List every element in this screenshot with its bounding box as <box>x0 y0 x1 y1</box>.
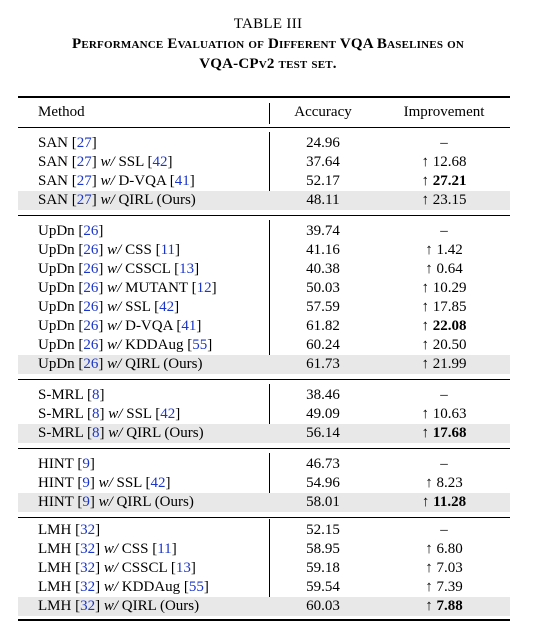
improvement-value: ↑ 23.15 <box>421 192 467 208</box>
method-cell: UpDn [26] w/ MUTANT [12] <box>38 280 217 296</box>
accuracy-value: 39.74 <box>306 223 340 239</box>
citation-link[interactable]: 55 <box>192 337 208 353</box>
method-base-name: UpDn <box>38 299 75 315</box>
method-base-name: S-MRL <box>38 406 84 422</box>
citation-link[interactable]: 27 <box>76 135 92 151</box>
citation-link[interactable]: 42 <box>150 475 166 491</box>
citation-link[interactable]: 9 <box>82 475 90 491</box>
table-header-row <box>0 103 536 122</box>
accuracy-value: 59.18 <box>306 560 340 576</box>
table-row <box>0 455 536 474</box>
with-marker: w/ <box>107 356 122 372</box>
accuracy-value: 50.03 <box>306 280 340 296</box>
with-marker: w/ <box>108 425 123 441</box>
method-extension-name: SSL <box>126 406 152 422</box>
table-row <box>0 172 536 191</box>
method-cell: SAN [27] w/ D-VQA [41] <box>38 173 195 189</box>
table-row <box>0 424 536 443</box>
improvement-value: ↑ 0.64 <box>425 261 463 277</box>
method-extension-name: QIRL (Ours) <box>126 425 204 441</box>
method-extension-name: CSSCL <box>125 261 171 277</box>
table-caption-title: Performance Evaluation of Different VQA Baselines on <box>72 36 464 52</box>
with-marker: w/ <box>103 541 119 557</box>
method-base-name: UpDn <box>38 337 75 353</box>
method-cell: HINT [9] w/ QIRL (Ours) <box>38 494 194 510</box>
accuracy-value: 49.09 <box>306 406 340 422</box>
citation-link[interactable]: 32 <box>80 598 96 614</box>
citation-link[interactable]: 9 <box>82 494 90 510</box>
improvement-value: ↑ 17.85 <box>421 299 467 315</box>
method-cell: UpDn [26] w/ CSSCL [13] <box>38 261 200 277</box>
citation-link[interactable]: 13 <box>179 261 195 277</box>
table-row <box>0 134 536 153</box>
citation-link[interactable]: 32 <box>80 541 96 557</box>
accuracy-value: 59.54 <box>306 579 340 595</box>
improvement-value: ↑ 1.42 <box>425 242 463 258</box>
header-column-divider <box>269 103 270 124</box>
accuracy-value: 48.11 <box>306 192 340 208</box>
method-cell: S-MRL [8] w/ SSL [42] <box>38 406 181 422</box>
method-base-name: UpDn <box>38 261 75 277</box>
improvement-value: ↑ 20.50 <box>421 337 467 353</box>
table-row <box>0 298 536 317</box>
table-caption-label: TABLE III <box>233 16 303 32</box>
improvement-value: – <box>440 223 448 239</box>
citation-link[interactable]: 8 <box>92 406 100 422</box>
accuracy-value: 60.03 <box>306 598 340 614</box>
method-cell: LMH [32] w/ QIRL (Ours) <box>38 598 200 614</box>
citation-link[interactable]: 26 <box>83 261 99 277</box>
method-extension-name: CSS <box>121 541 149 557</box>
method-cell: S-MRL [8] <box>38 387 105 403</box>
method-base-name: SAN <box>38 135 69 151</box>
citation-link[interactable]: 9 <box>82 456 90 472</box>
with-marker: w/ <box>98 475 113 491</box>
with-marker: w/ <box>100 192 115 208</box>
method-base-name: HINT <box>38 456 74 472</box>
with-marker: w/ <box>107 318 122 334</box>
accuracy-value: 54.96 <box>306 475 340 491</box>
table-row <box>0 493 536 512</box>
table-row <box>0 222 536 241</box>
table-row <box>0 386 536 405</box>
table-row <box>0 336 536 355</box>
improvement-value: ↑ 27.21 <box>421 173 467 189</box>
method-extension-name: QIRL (Ours) <box>116 494 194 510</box>
method-cell: UpDn [26] w/ QIRL (Ours) <box>38 356 203 372</box>
accuracy-value: 60.24 <box>306 337 340 353</box>
table-row <box>0 191 536 210</box>
method-base-name: UpDn <box>38 356 75 372</box>
citation-link[interactable]: 55 <box>188 579 204 595</box>
with-marker: w/ <box>100 173 115 189</box>
method-base-name: SAN <box>38 173 69 189</box>
header-rule <box>18 127 510 128</box>
method-extension-name: QIRL (Ours) <box>118 192 196 208</box>
citation-link[interactable]: 26 <box>83 280 99 296</box>
accuracy-value: 61.82 <box>306 318 340 334</box>
method-cell: SAN [27] w/ QIRL (Ours) <box>38 192 196 208</box>
table-row <box>0 474 536 493</box>
group-separator-rule <box>18 448 510 449</box>
citation-link[interactable]: 26 <box>83 356 99 372</box>
with-marker: w/ <box>103 560 119 576</box>
citation-link[interactable]: 12 <box>196 280 212 296</box>
with-marker: w/ <box>98 494 113 510</box>
table-row <box>0 241 536 260</box>
table-row <box>0 578 536 597</box>
with-marker: w/ <box>103 579 119 595</box>
method-cell: UpDn [26] w/ D-VQA [41] <box>38 318 202 334</box>
method-extension-name: CSSCL <box>121 560 168 576</box>
method-extension-name: CSS <box>125 242 152 258</box>
table-row <box>0 559 536 578</box>
table-row <box>0 521 536 540</box>
method-base-name: LMH <box>38 522 72 538</box>
accuracy-value: 24.96 <box>306 135 340 151</box>
method-cell: UpDn [26] w/ KDDAug [55] <box>38 337 213 353</box>
table-bottom-rule <box>18 619 510 621</box>
header-method: Method <box>38 104 85 120</box>
method-base-name: SAN <box>38 154 69 170</box>
accuracy-value: 38.46 <box>306 387 340 403</box>
method-base-name: HINT <box>38 475 74 491</box>
accuracy-value: 40.38 <box>306 261 340 277</box>
citation-link[interactable]: 42 <box>159 299 175 315</box>
citation-link[interactable]: 27 <box>76 154 92 170</box>
with-marker: w/ <box>107 299 122 315</box>
citation-link[interactable]: 13 <box>175 560 191 576</box>
table-row <box>0 260 536 279</box>
citation-link[interactable]: 27 <box>76 192 92 208</box>
accuracy-value: 52.17 <box>306 173 340 189</box>
accuracy-value: 52.15 <box>306 522 340 538</box>
table-row <box>0 355 536 374</box>
method-cell: LMH [32] <box>38 522 101 538</box>
method-base-name: UpDn <box>38 318 75 334</box>
improvement-value: – <box>440 387 448 403</box>
improvement-value: ↑ 8.23 <box>425 475 463 491</box>
improvement-value: ↑ 11.28 <box>421 494 467 510</box>
improvement-value: ↑ 7.39 <box>425 579 463 595</box>
with-marker: w/ <box>107 261 122 277</box>
method-base-name: LMH <box>38 598 72 614</box>
method-cell: LMH [32] w/ CSSCL [13] <box>38 560 196 576</box>
method-cell: UpDn [26] w/ CSS [11] <box>38 242 181 258</box>
citation-link[interactable]: 11 <box>157 541 172 557</box>
improvement-value: ↑ 22.08 <box>421 318 467 334</box>
group-separator-rule <box>18 517 510 518</box>
citation-link[interactable]: 26 <box>83 299 99 315</box>
accuracy-value: 41.16 <box>306 242 340 258</box>
method-cell: SAN [27] <box>38 135 97 151</box>
header-improvement: Improvement <box>403 104 485 120</box>
with-marker: w/ <box>107 337 122 353</box>
group-separator-rule <box>18 379 510 380</box>
method-extension-name: D-VQA <box>125 318 173 334</box>
method-base-name: UpDn <box>38 242 75 258</box>
method-base-name: S-MRL <box>38 425 84 441</box>
method-base-name: LMH <box>38 579 72 595</box>
method-base-name: LMH <box>38 560 72 576</box>
method-extension-name: MUTANT <box>125 280 188 296</box>
citation-link[interactable]: 42 <box>160 406 176 422</box>
accuracy-value: 57.59 <box>306 299 340 315</box>
citation-link[interactable]: 11 <box>160 242 176 258</box>
method-cell: UpDn [26] <box>38 223 104 239</box>
method-cell: S-MRL [8] w/ QIRL (Ours) <box>38 425 204 441</box>
improvement-value: ↑ 10.63 <box>421 406 467 422</box>
accuracy-value: 37.64 <box>306 154 340 170</box>
method-base-name: LMH <box>38 541 72 557</box>
citation-link[interactable]: 42 <box>152 154 168 170</box>
improvement-value: – <box>440 522 448 538</box>
citation-link[interactable]: 41 <box>174 173 190 189</box>
citation-link[interactable]: 26 <box>83 242 99 258</box>
table-row <box>0 279 536 298</box>
method-cell: UpDn [26] w/ SSL [42] <box>38 299 180 315</box>
citation-link[interactable]: 41 <box>181 318 197 334</box>
citation-link[interactable]: 26 <box>83 318 99 334</box>
method-base-name: HINT <box>38 494 74 510</box>
improvement-value: ↑ 21.99 <box>421 356 467 372</box>
citation-link[interactable]: 32 <box>80 560 96 576</box>
with-marker: w/ <box>108 406 123 422</box>
method-cell: HINT [9] w/ SSL [42] <box>38 475 171 491</box>
table-row <box>0 317 536 336</box>
method-extension-name: D-VQA <box>118 173 166 189</box>
improvement-value: ↑ 7.88 <box>425 598 463 614</box>
method-base-name: UpDn <box>38 223 75 239</box>
accuracy-value: 56.14 <box>306 425 340 441</box>
improvement-value: ↑ 7.03 <box>425 560 463 576</box>
citation-link[interactable]: 26 <box>83 337 99 353</box>
citation-link[interactable]: 8 <box>92 425 100 441</box>
accuracy-value: 58.01 <box>306 494 340 510</box>
method-extension-name: QIRL (Ours) <box>125 356 203 372</box>
improvement-value: ↑ 6.80 <box>425 541 463 557</box>
method-extension-name: KDDAug <box>121 579 181 595</box>
citation-link[interactable]: 27 <box>76 173 92 189</box>
with-marker: w/ <box>100 154 115 170</box>
with-marker: w/ <box>107 242 122 258</box>
improvement-value: ↑ 10.29 <box>421 280 467 296</box>
method-extension-name: QIRL (Ours) <box>121 598 200 614</box>
method-cell: LMH [32] w/ CSS [11] <box>38 541 177 557</box>
with-marker: w/ <box>103 598 119 614</box>
method-extension-name: SSL <box>118 154 144 170</box>
improvement-value: – <box>440 135 448 151</box>
method-base-name: UpDn <box>38 280 75 296</box>
group-separator-rule <box>18 215 510 216</box>
table-row <box>0 153 536 172</box>
citation-link[interactable]: 32 <box>80 522 96 538</box>
method-base-name: SAN <box>38 192 69 208</box>
table-row <box>0 540 536 559</box>
method-cell: LMH [32] w/ KDDAug [55] <box>38 579 209 595</box>
with-marker: w/ <box>107 280 122 296</box>
citation-link[interactable]: 32 <box>80 579 96 595</box>
method-cell: HINT [9] <box>38 456 95 472</box>
table-row <box>0 405 536 424</box>
table-row <box>0 597 536 616</box>
method-extension-name: SSL <box>116 475 142 491</box>
table-top-rule <box>18 96 510 98</box>
header-accuracy: Accuracy <box>294 104 352 120</box>
improvement-value: ↑ 12.68 <box>421 154 467 170</box>
improvement-value: ↑ 17.68 <box>421 425 467 441</box>
improvement-value: – <box>440 456 448 472</box>
method-extension-name: KDDAug <box>125 337 184 353</box>
method-extension-name: SSL <box>125 299 151 315</box>
accuracy-value: 46.73 <box>306 456 340 472</box>
citation-link[interactable]: 26 <box>83 223 99 239</box>
method-base-name: S-MRL <box>38 387 84 403</box>
method-cell: SAN [27] w/ SSL [42] <box>38 154 173 170</box>
table-caption-title-cont: VQA-CPv2 test set. <box>199 56 337 72</box>
accuracy-value: 61.73 <box>306 356 340 372</box>
citation-link[interactable]: 8 <box>92 387 100 403</box>
accuracy-value: 58.95 <box>306 541 340 557</box>
